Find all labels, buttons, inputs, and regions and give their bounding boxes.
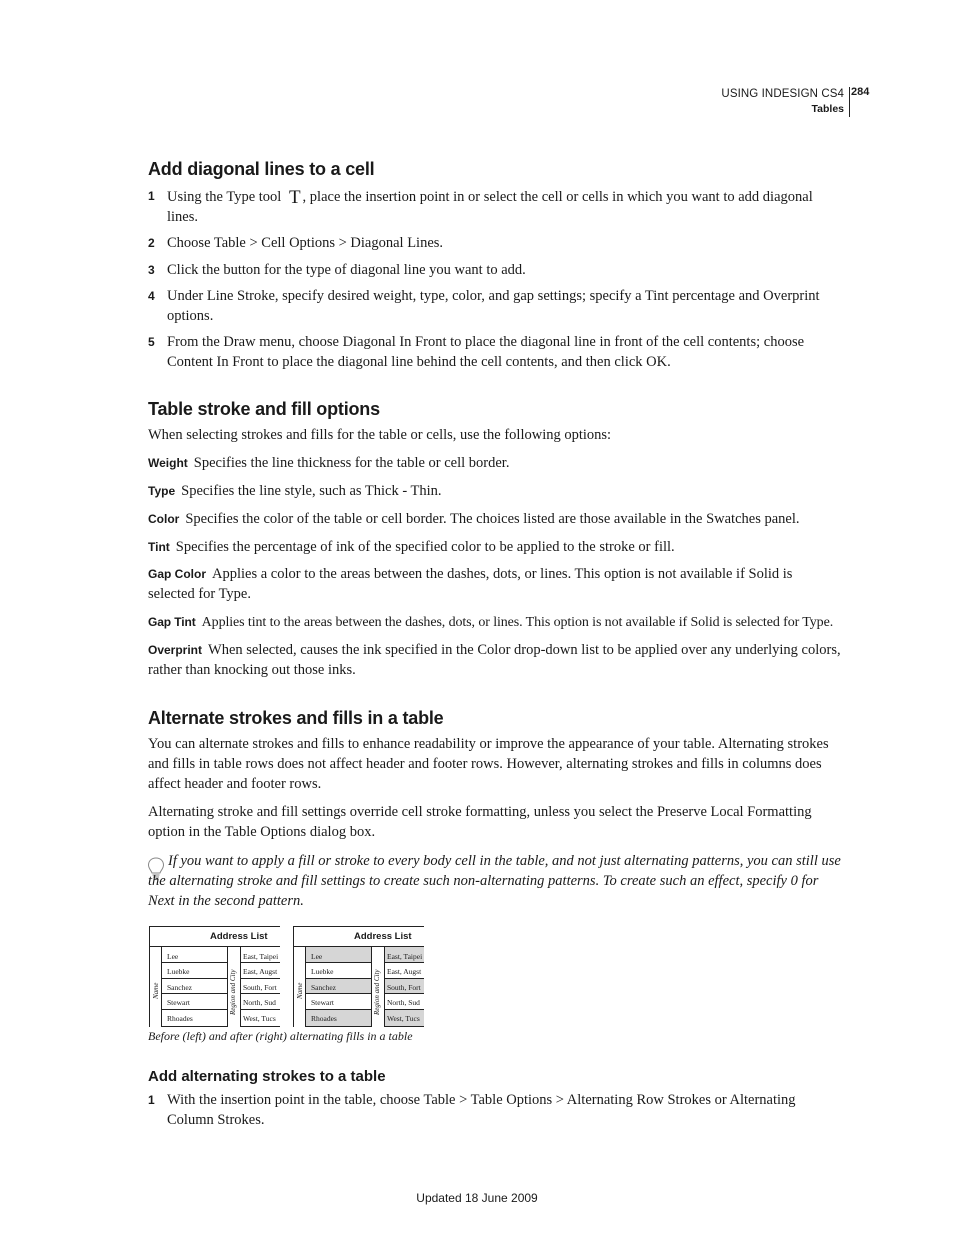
step-item: 1 With the insertion point in the table, choose Table > Table Options > Alternating Row Strokes or Alternating Column Strokes. xyxy=(148,1092,796,1128)
section-diagonal-lines xyxy=(148,158,842,180)
table-cell: North, Sud xyxy=(243,998,276,1007)
table-cell: Luebke xyxy=(167,967,190,976)
table-cell: Luebke xyxy=(311,967,334,976)
definition-item: Color Specifies the color of the table or cell border. The choices listed are those available in the Swatches panel. xyxy=(148,511,800,527)
figure-caption: Before (left) and after (right) alternating fills in a table xyxy=(148,1029,413,1043)
table-after xyxy=(293,926,424,1027)
table-title: Address List xyxy=(354,931,412,942)
step-item: 5 From the Draw menu, choose Diagonal In Front to place the diagonal line in front of the cell contents; choose Content In Front to place the diagonal line behind the cell contents, and then click OK. xyxy=(148,334,805,370)
heading-diagonal-lines: Add diagonal lines to a cell xyxy=(148,159,375,179)
table-cell: East, Augst xyxy=(243,967,278,976)
step-item: 4 Under Line Stroke, specify desired weight, type, color, and gap settings; specify a Tint percentage and Overprint options. xyxy=(148,288,820,324)
footer-updated: Updated 18 June 2009 xyxy=(416,1191,538,1205)
table-cell: Sanchez xyxy=(311,983,336,992)
running-header xyxy=(721,86,844,116)
table-cell: West, Tucs xyxy=(387,1014,420,1023)
table-cell: South, Fort xyxy=(387,983,421,992)
table-cell: Stewart xyxy=(167,998,190,1007)
table-before xyxy=(149,926,280,1027)
definition-item: Overprint When selected, causes the ink specified in the Color drop-down list to be applied over any underlying colors, rather than knocking out those inks. xyxy=(148,642,841,678)
section-alternating-strokes xyxy=(148,1067,842,1130)
table-cell: Lee xyxy=(167,952,179,961)
step-item: 3 Click the button for the type of diagonal line you want to add. xyxy=(148,262,526,278)
table-cell: East, Taipei xyxy=(243,952,279,961)
region-column-label: Region and City xyxy=(229,969,237,1015)
heading-alternate: Alternate strokes and fills in a table xyxy=(148,708,444,728)
step-item: 2 Choose Table > Cell Options > Diagonal Lines. xyxy=(148,235,444,251)
section-stroke-fill xyxy=(148,398,842,680)
definition-item: Type Specifies the line style, such as Thick - Thin. xyxy=(148,483,442,499)
page-number: 284 xyxy=(851,86,870,98)
heading-alternating-strokes: Add alternating strokes to a table xyxy=(148,1068,386,1085)
table-cell: East, Taipei xyxy=(387,952,423,961)
table-cell: East, Augst xyxy=(387,967,422,976)
table-cell: Stewart xyxy=(311,998,334,1007)
definition-item: Gap Tint Applies tint to the areas between the dashes, dots, or lines. This option is not available if Solid is selected for Type. xyxy=(148,615,834,630)
alternate-para-1: You can alternate strokes and fills to enhance readability or improve the appearance of your table. Alternating strokes and fills in table rows does not affect header and footer rows. However, alternating strokes and fills in columns does affect header and footer rows. xyxy=(148,736,829,792)
doc-title: USING INDESIGN CS4 xyxy=(721,88,844,100)
section-name: Tables xyxy=(811,103,844,115)
name-column-label: Name xyxy=(152,982,160,999)
header-divider xyxy=(849,87,850,117)
tip-block xyxy=(148,851,842,911)
diagonal-steps xyxy=(148,186,842,372)
name-column-label: Name xyxy=(296,982,304,999)
table-title: Address List xyxy=(210,931,268,942)
step-item: 1 Using the Type tool T , place the insertion point in or select the cell or cells in which you want to add diagonal lines. xyxy=(148,187,813,225)
definition-item: Weight Specifies the line thickness for the table or cell border. xyxy=(148,455,510,471)
definition-item: Gap Color Applies a color to the areas between the dashes, dots, or lines. This option is not available if Solid is selected for Type. xyxy=(148,566,793,602)
table-cell: Lee xyxy=(311,952,323,961)
tip-text: If you want to apply a fill or stroke to every body cell in the table, and not just alternating patterns, you can still use the alternating stroke and fill settings to create such non-alternating patterns. To create such an effect, specify 0 for Next in the second pattern. xyxy=(148,853,841,909)
table-cell: South, Fort xyxy=(243,983,277,992)
heading-stroke-fill: Table stroke and fill options xyxy=(148,399,380,419)
definition-item: Tint Specifies the percentage of ink of the specified color to be applied to the stroke or fill. xyxy=(148,539,675,555)
type-tool-icon: T xyxy=(288,187,301,208)
table-cell: West, Tucs xyxy=(243,1014,276,1023)
stroke-fill-intro: When selecting strokes and fills for the table or cells, use the following options: xyxy=(148,427,612,443)
section-alternate xyxy=(148,707,842,842)
table-cell: North, Sud xyxy=(387,998,420,1007)
table-cell: Sanchez xyxy=(167,983,192,992)
table-cell: Rhoades xyxy=(311,1014,337,1023)
region-column-label: Region and City xyxy=(373,969,381,1015)
alternate-para-2: Alternating stroke and fill settings override cell stroke formatting, unless you select the Preserve Local Formatting option in the Table Options dialog box. xyxy=(148,804,812,840)
table-cell: Rhoades xyxy=(167,1014,193,1023)
